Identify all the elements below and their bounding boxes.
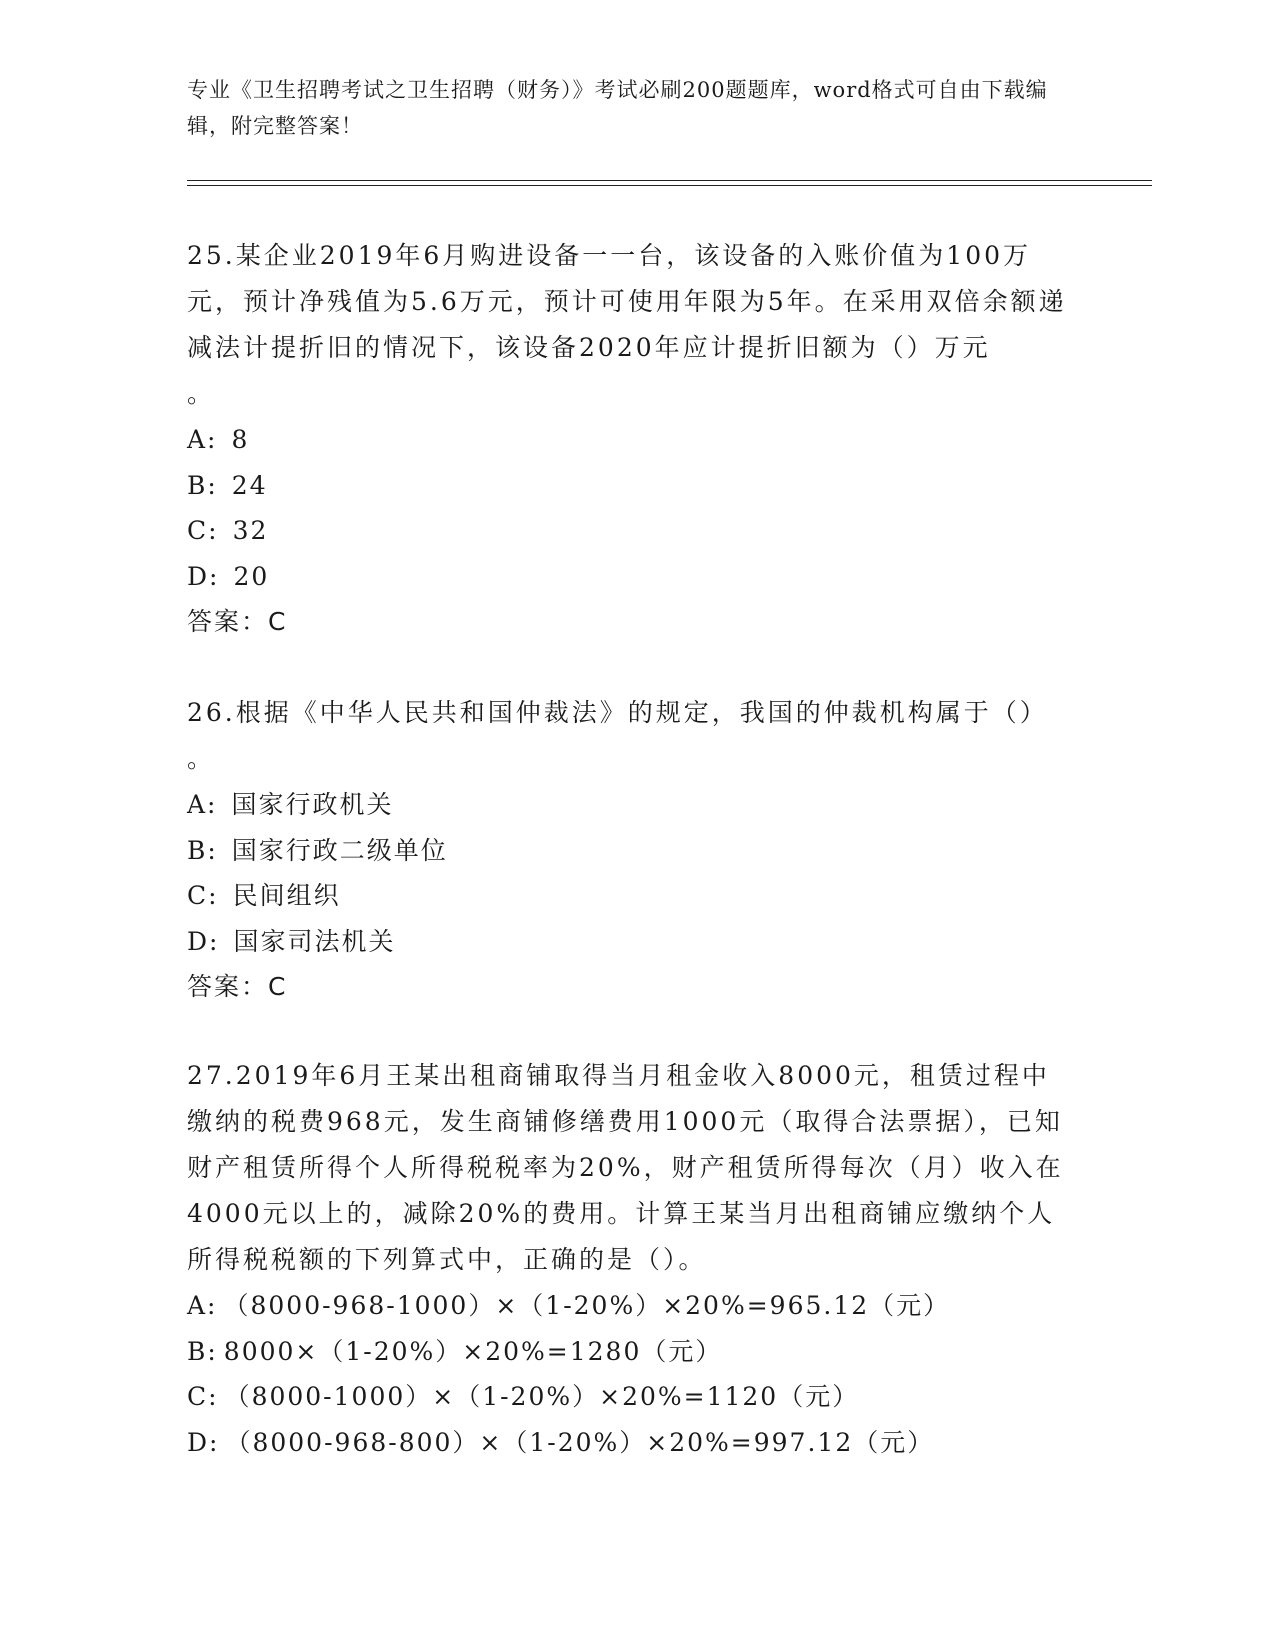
option-value: 24 <box>231 470 268 500</box>
option-key: B: <box>187 470 218 500</box>
option-key: C: <box>187 1382 219 1411</box>
option-value: 32 <box>232 516 269 545</box>
header-divider-bottom <box>187 185 1152 186</box>
option-b <box>187 1329 1077 1375</box>
header-divider-top <box>187 180 1152 181</box>
question-tail: 。 <box>187 744 213 773</box>
option-key: C: <box>187 516 219 545</box>
option-a <box>187 417 1077 463</box>
option-c <box>187 508 1077 554</box>
question-27 <box>187 1053 1077 1465</box>
option-b <box>187 828 1077 874</box>
option-a <box>187 1283 1077 1329</box>
question-26 <box>187 690 1077 1010</box>
option-value: 民间组织 <box>232 881 341 910</box>
option-value: 国家司法机关 <box>233 926 396 956</box>
document-header: 专业《卫生招聘考试之卫生招聘（财务）》考试必刷200题题库，word格式可自由下载编辑，附完整答案！ <box>187 78 1048 138</box>
question-text: 25.某企业2019年6月购进设备一一台，该设备的入账价值为100万元，预计净残值为5.6万元，预计可使用年限为5年。在采用双倍余额递减法计提折旧的情况下，该设备2020年应计提折旧额为（）万元 <box>187 241 1067 362</box>
option-value: 国家行政二级单位 <box>231 835 448 865</box>
question-text: 26.根据《中华人民共和国仲裁法》的规定，我国的仲裁机构属于（） <box>187 698 1048 727</box>
question-25 <box>187 233 1077 645</box>
option-value: 20 <box>233 561 270 591</box>
option-key: A: <box>187 1291 218 1320</box>
option-key: B: <box>187 1336 218 1366</box>
option-value: 8 <box>231 425 250 454</box>
answer-line: 答案：C <box>187 607 288 636</box>
option-d <box>187 1420 1077 1466</box>
option-a <box>187 782 1077 828</box>
option-d <box>187 919 1077 965</box>
option-value: （8000-1000）×（1-20%）×20%=1120（元） <box>224 1382 860 1411</box>
option-key: D: <box>187 1427 220 1457</box>
option-c <box>187 873 1077 919</box>
option-c <box>187 1374 1077 1420</box>
option-value: 8000×（1-20%）×20%=1280（元） <box>223 1336 723 1366</box>
option-key: A: <box>187 425 218 454</box>
option-value: （8000-968-1000）×（1-20%）×20%=965.12（元） <box>223 1291 951 1320</box>
option-key: D: <box>187 926 220 956</box>
option-value: 国家行政机关 <box>231 790 394 819</box>
question-tail: 。 <box>187 379 213 408</box>
option-b <box>187 463 1077 509</box>
option-value: （8000-968-800）×（1-20%）×20%=997.12（元） <box>225 1427 935 1457</box>
question-text: 27.2019年6月王某出租商铺取得当月租金收入8000元，租赁过程中缴纳的税费968元，发生商铺修缮费用1000元（取得合法票据），已知财产租赁所得个人所得税税率为20%，财产租赁所得每次（月）收入在4000元以上的，减除20%的费用。计算王某当月出租商铺应缴纳个人所得税税额的下列算式中，正确的是（）。 <box>187 1061 1064 1274</box>
option-key: D: <box>187 561 220 591</box>
option-key: B: <box>187 835 218 865</box>
option-d <box>187 554 1077 600</box>
option-key: C: <box>187 881 219 910</box>
answer-line: 答案：C <box>187 972 288 1001</box>
option-key: A: <box>187 790 218 819</box>
